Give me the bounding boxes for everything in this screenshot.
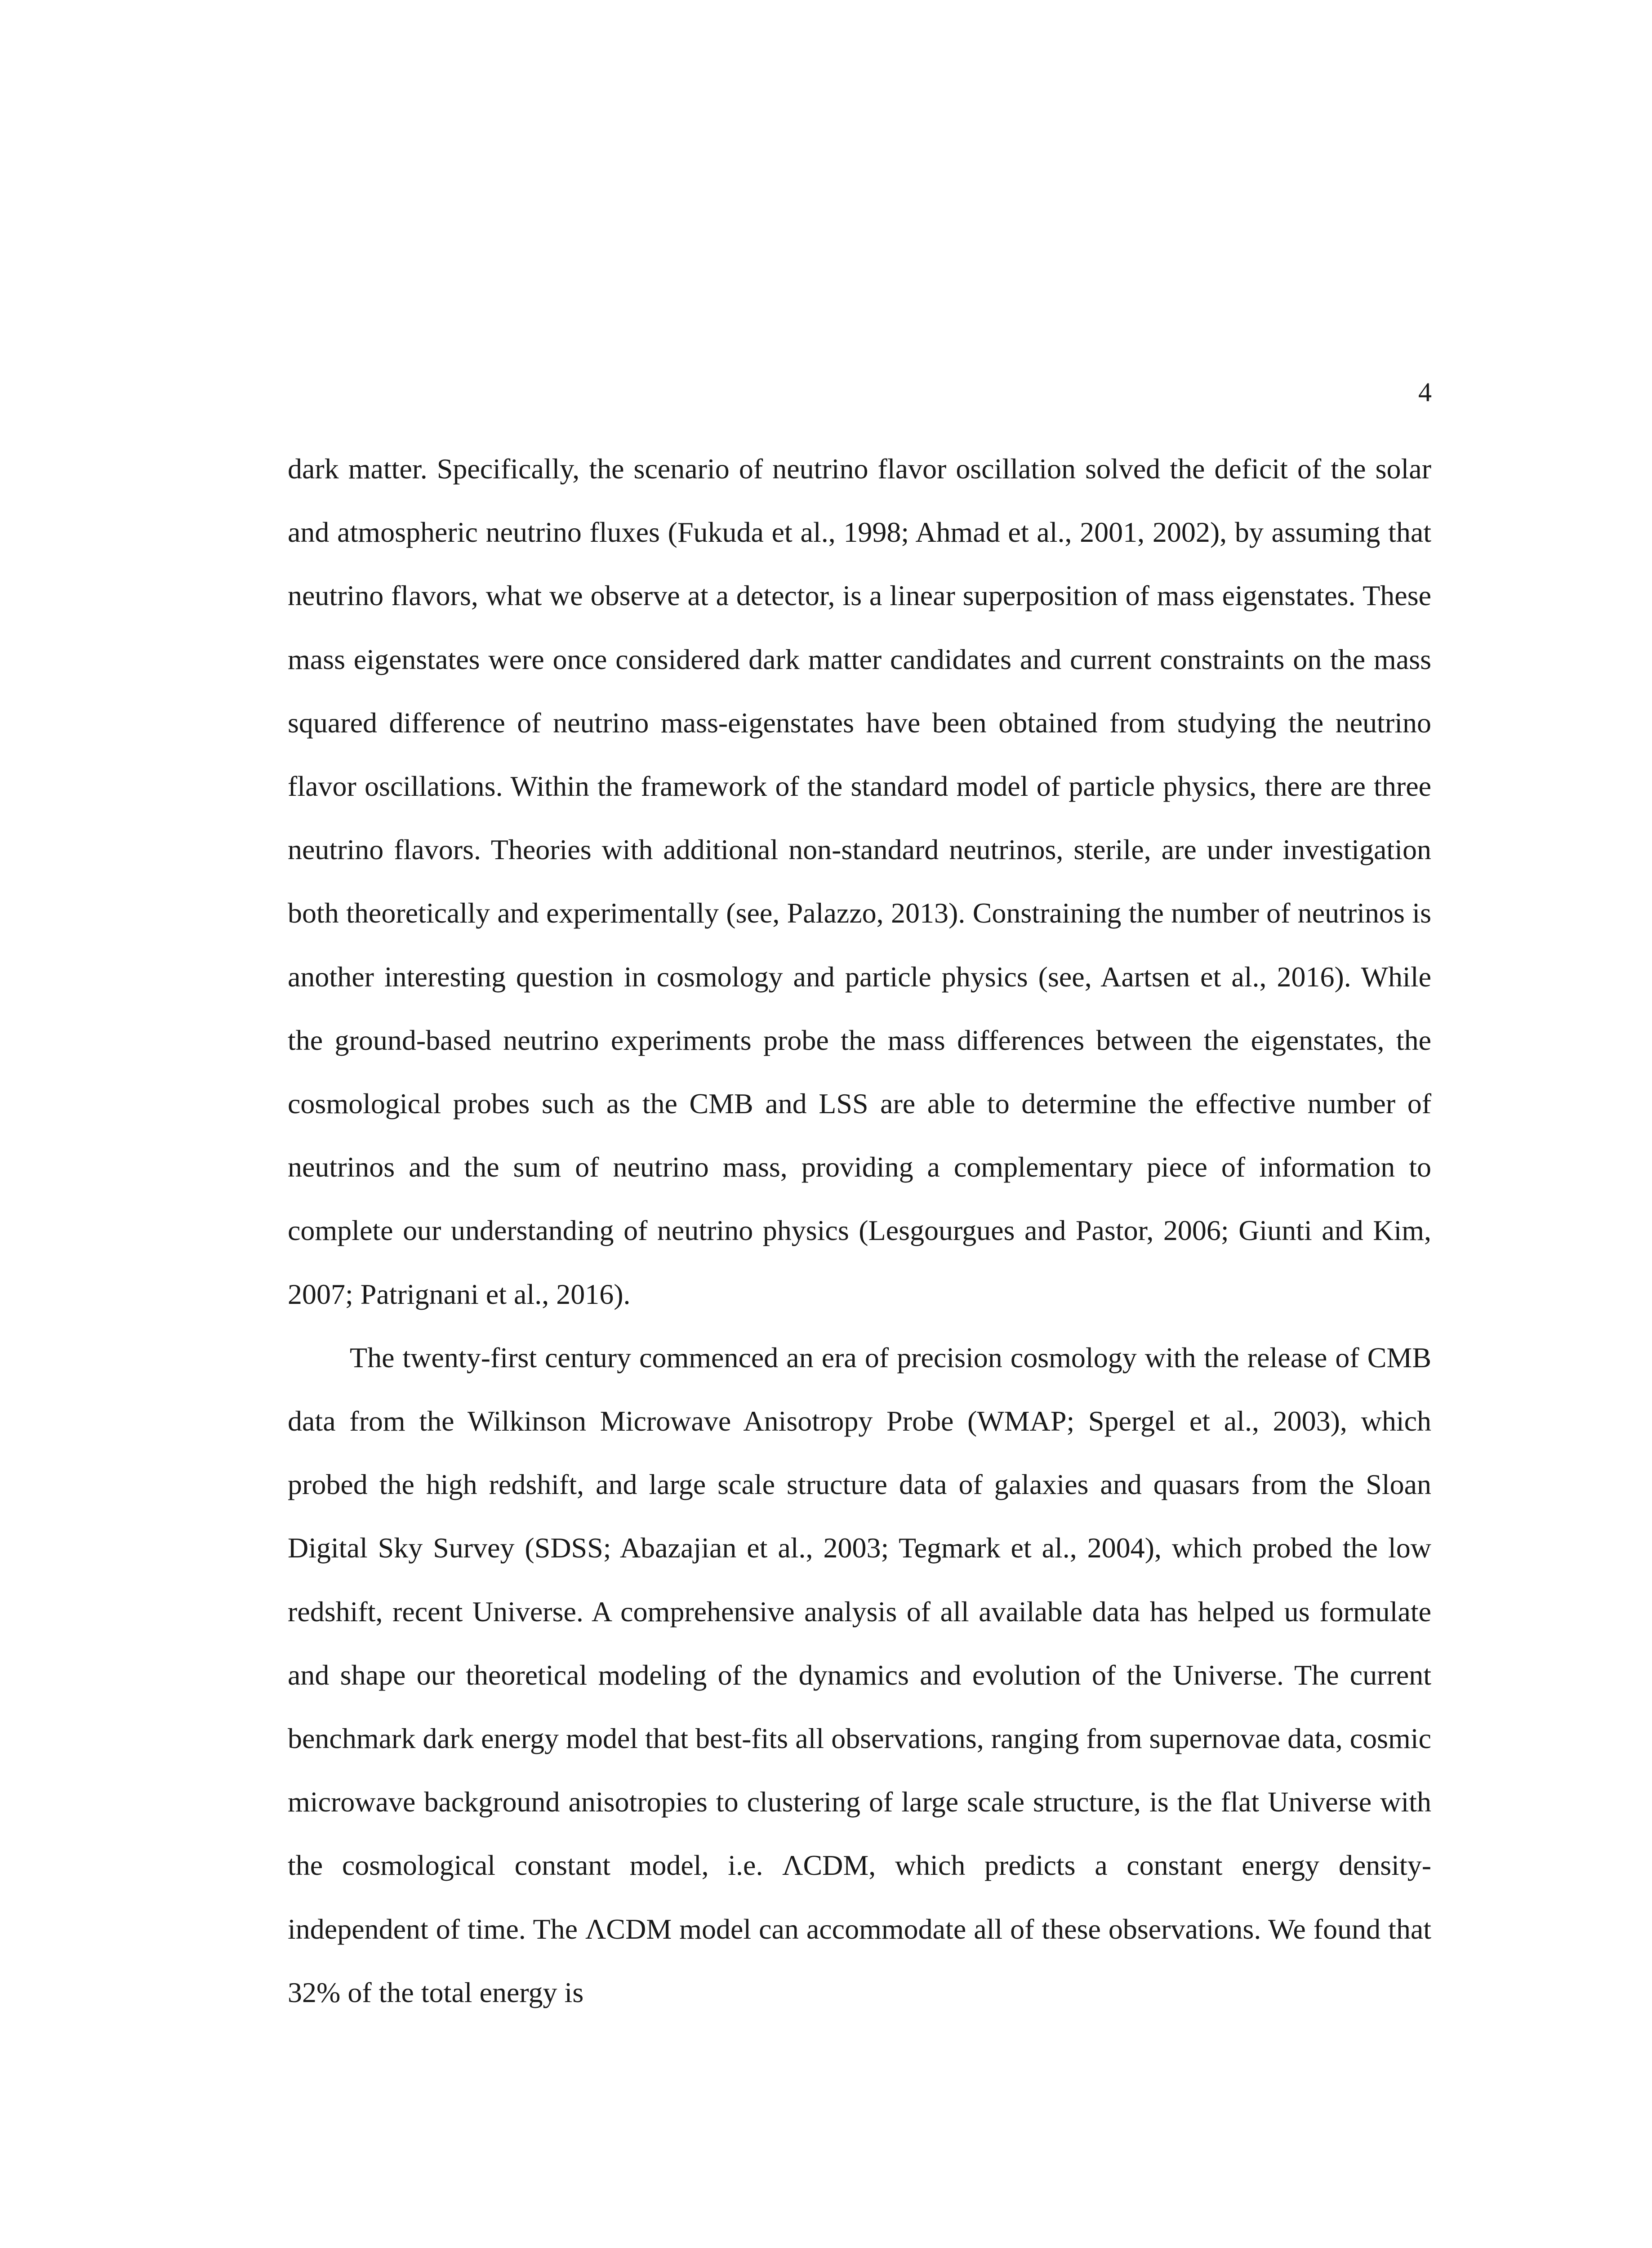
paragraph-1: dark matter. Specifically, the scenario of neutrino flavor oscillation solved the deficit of the solar and atmospheric neutrino fluxes (Fukuda et al., 1998; Ahmad et al., 2001, 2002), by assuming that neutrino flavors, what we observe at a detector, is a linear superposition of mass eigenstates. These mass eigenstates were once considered dark matter candidates and current constraints on the mass squared difference of neutrino mass-eigenstates have been obtained from studying the neutrino flavor oscillations. Within the framework of the standard model of particle physics, there are three neutrino flavors. Theories with additional non-standard neutrinos, sterile, are under investigation both theoretically and experimentally (see, Palazzo, 2013). Constraining the number of neutrinos is another interesting question in cosmology and particle physics (see, Aartsen et al., 2016). While the ground-based neutrino experiments probe the mass differences between the eigenstates, the cosmological probes such as the CMB and LSS are able to determine the effective number of neutrinos and the sum of neutrino mass, providing a complementary piece of information to complete our understanding of neutrino physics (Lesgourgues and Pastor, 2006; Giunti and Kim, 2007; Patrignani et al., 2016).: [288, 453, 1431, 1310]
body-text: [288, 437, 1431, 2024]
page-number: 4: [1418, 377, 1432, 407]
paragraph-2: The twenty-first century commenced an era of precision cosmology with the release of CMB data from the Wilkinson Microwave Anisotropy Probe (WMAP; Spergel et al., 2003), which probed the high redshift, and large scale structure data of galaxies and quasars from the Sloan Digital Sky Survey (SDSS; Abazajian et al., 2003; Tegmark et al., 2004), which probed the low redshift, recent Universe. A comprehensive analysis of all available data has helped us formulate and shape our theoretical modeling of the dynamics and evolution of the Universe. The current benchmark dark energy model that best-fits all observations, ranging from supernovae data, cosmic microwave background anisotropies to clustering of large scale structure, is the flat Universe with the cosmological constant model, i.e. ΛCDM, which predicts a constant energy density-independent of time. The ΛCDM model can accommodate all of these observations. We found that 32% of the total energy is: [288, 1341, 1431, 2008]
